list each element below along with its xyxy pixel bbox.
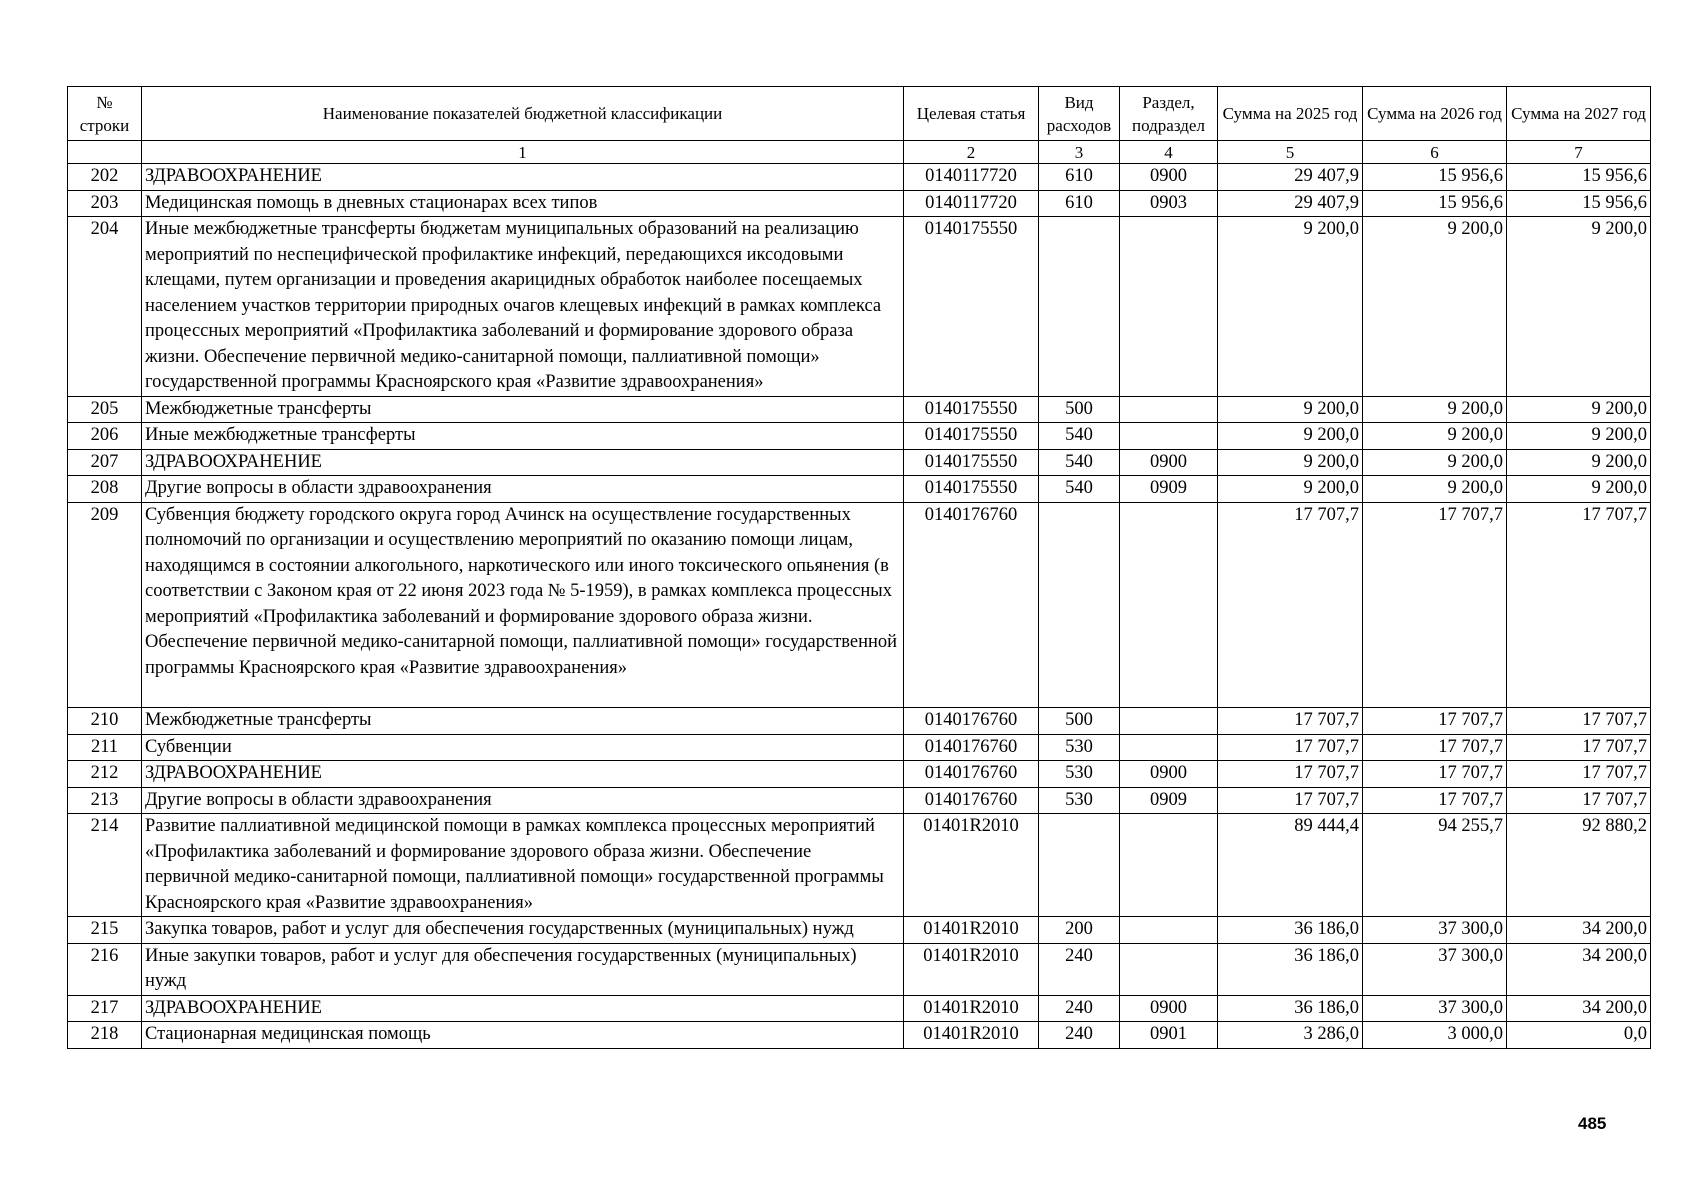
sum-2026-cell: 9 200,0 bbox=[1363, 423, 1507, 450]
table-row bbox=[68, 917, 1651, 944]
sum-2027-cell: 34 200,0 bbox=[1507, 943, 1651, 995]
sum-2027-cell: 15 956,6 bbox=[1507, 190, 1651, 217]
section-cell: 0900 bbox=[1120, 449, 1218, 476]
header-row-number: № строки bbox=[68, 87, 142, 141]
target-article-cell: 0140175550 bbox=[904, 396, 1039, 423]
header-target-article: Целевая статья bbox=[904, 87, 1039, 141]
sum-2025-cell: 36 186,0 bbox=[1218, 917, 1363, 944]
target-article-cell: 01401R2010 bbox=[904, 1022, 1039, 1049]
sum-2027-cell: 34 200,0 bbox=[1507, 995, 1651, 1022]
indicator-name-cell: Межбюджетные трансферты bbox=[142, 708, 904, 735]
row-number-cell: 212 bbox=[68, 761, 142, 788]
sum-2026-cell: 3 000,0 bbox=[1363, 1022, 1507, 1049]
column-number: 5 bbox=[1218, 141, 1363, 164]
table-row bbox=[68, 943, 1651, 995]
column-number: 3 bbox=[1039, 141, 1120, 164]
sum-2025-cell: 9 200,0 bbox=[1218, 217, 1363, 397]
table-header-row bbox=[68, 87, 1651, 141]
table-row bbox=[68, 1022, 1651, 1049]
target-article-cell: 0140176760 bbox=[904, 708, 1039, 735]
expense-type-cell bbox=[1039, 502, 1120, 708]
sum-2026-cell: 9 200,0 bbox=[1363, 217, 1507, 397]
expense-type-cell: 530 bbox=[1039, 787, 1120, 814]
sum-2025-cell: 17 707,7 bbox=[1218, 787, 1363, 814]
row-number-cell: 217 bbox=[68, 995, 142, 1022]
expense-type-cell: 540 bbox=[1039, 423, 1120, 450]
indicator-name-cell: Межбюджетные трансферты bbox=[142, 396, 904, 423]
expense-type-cell: 240 bbox=[1039, 1022, 1120, 1049]
header-sum-2027: Сумма на 2027 год bbox=[1507, 87, 1651, 141]
section-cell bbox=[1120, 502, 1218, 708]
table-row bbox=[68, 787, 1651, 814]
header-indicator-name: Наименование показателей бюджетной классификации bbox=[142, 87, 904, 141]
target-article-cell: 0140176760 bbox=[904, 787, 1039, 814]
table-row bbox=[68, 190, 1651, 217]
sum-2027-cell: 15 956,6 bbox=[1507, 164, 1651, 191]
sum-2027-cell: 9 200,0 bbox=[1507, 396, 1651, 423]
row-number-cell: 211 bbox=[68, 734, 142, 761]
expense-type-cell: 240 bbox=[1039, 995, 1120, 1022]
sum-2026-cell: 37 300,0 bbox=[1363, 995, 1507, 1022]
table-row bbox=[68, 708, 1651, 735]
row-number-cell: 213 bbox=[68, 787, 142, 814]
target-article-cell: 0140175550 bbox=[904, 217, 1039, 397]
target-article-cell: 0140117720 bbox=[904, 190, 1039, 217]
sum-2026-cell: 17 707,7 bbox=[1363, 708, 1507, 735]
expense-type-cell bbox=[1039, 814, 1120, 917]
sum-2025-cell: 9 200,0 bbox=[1218, 476, 1363, 503]
target-article-cell: 01401R2010 bbox=[904, 995, 1039, 1022]
sum-2027-cell: 34 200,0 bbox=[1507, 917, 1651, 944]
target-article-cell: 0140175550 bbox=[904, 423, 1039, 450]
sum-2027-cell: 0,0 bbox=[1507, 1022, 1651, 1049]
sum-2026-cell: 15 956,6 bbox=[1363, 190, 1507, 217]
sum-2026-cell: 9 200,0 bbox=[1363, 396, 1507, 423]
expense-type-cell: 530 bbox=[1039, 761, 1120, 788]
indicator-name-cell: Медицинская помощь в дневных стационарах всех типов bbox=[142, 190, 904, 217]
indicator-name-cell: Иные межбюджетные трансферты bbox=[142, 423, 904, 450]
sum-2027-cell: 9 200,0 bbox=[1507, 217, 1651, 397]
target-article-cell: 0140176760 bbox=[904, 502, 1039, 708]
sum-2026-cell: 17 707,7 bbox=[1363, 787, 1507, 814]
expense-type-cell: 540 bbox=[1039, 449, 1120, 476]
column-number: 1 bbox=[142, 141, 904, 164]
row-number-cell: 208 bbox=[68, 476, 142, 503]
table-row bbox=[68, 476, 1651, 503]
column-number: 7 bbox=[1507, 141, 1651, 164]
table-row bbox=[68, 734, 1651, 761]
sum-2027-cell: 92 880,2 bbox=[1507, 814, 1651, 917]
row-number-cell: 205 bbox=[68, 396, 142, 423]
expense-type-cell: 610 bbox=[1039, 190, 1120, 217]
table-row bbox=[68, 164, 1651, 191]
expense-type-cell bbox=[1039, 217, 1120, 397]
sum-2027-cell: 17 707,7 bbox=[1507, 787, 1651, 814]
section-cell: 0903 bbox=[1120, 190, 1218, 217]
sum-2027-cell: 9 200,0 bbox=[1507, 423, 1651, 450]
indicator-name-cell: ЗДРАВООХРАНЕНИЕ bbox=[142, 761, 904, 788]
row-number-cell: 207 bbox=[68, 449, 142, 476]
column-number-blank bbox=[68, 141, 142, 164]
expense-type-cell: 530 bbox=[1039, 734, 1120, 761]
expense-type-cell: 240 bbox=[1039, 943, 1120, 995]
sum-2025-cell: 29 407,9 bbox=[1218, 164, 1363, 191]
target-article-cell: 01401R2010 bbox=[904, 917, 1039, 944]
table-row bbox=[68, 423, 1651, 450]
sum-2025-cell: 17 707,7 bbox=[1218, 761, 1363, 788]
sum-2027-cell: 9 200,0 bbox=[1507, 449, 1651, 476]
section-cell: 0909 bbox=[1120, 476, 1218, 503]
sum-2027-cell: 17 707,7 bbox=[1507, 761, 1651, 788]
sum-2025-cell: 36 186,0 bbox=[1218, 995, 1363, 1022]
sum-2025-cell: 36 186,0 bbox=[1218, 943, 1363, 995]
sum-2026-cell: 37 300,0 bbox=[1363, 917, 1507, 944]
expense-type-cell: 610 bbox=[1039, 164, 1120, 191]
indicator-name-cell: Развитие паллиативной медицинской помощи в рамках комплекса процессных мероприятий «Профилактика заболеваний и формирование здорового образа жизни. Обеспечение первичной медико-санитарной помощи, паллиативной помощи» государственной программы Красноярского края «Развитие здравоохранения» bbox=[142, 814, 904, 917]
indicator-name-cell: Другие вопросы в области здравоохранения bbox=[142, 787, 904, 814]
target-article-cell: 0140176760 bbox=[904, 761, 1039, 788]
indicator-name-cell: Иные межбюджетные трансферты бюджетам муниципальных образований на реализацию мероприятий по неспецифической профилактике инфекций, передающихся иксодовыми клещами, путем организации и проведения акарицидных обработок наиболее посещаемых населением участков территории природных очагов клещевых инфекций в рамках комплекса процессных мероприятий «Профилактика заболеваний и формирование здорового образа жизни. Обеспечение первичной медико-санитарной помощи, паллиативной помощи» государственной программы Красноярского края «Развитие здравоохранения» bbox=[142, 217, 904, 397]
indicator-name-cell: Другие вопросы в области здравоохранения bbox=[142, 476, 904, 503]
sum-2026-cell: 17 707,7 bbox=[1363, 761, 1507, 788]
section-cell: 0900 bbox=[1120, 761, 1218, 788]
section-cell bbox=[1120, 217, 1218, 397]
row-number-cell: 216 bbox=[68, 943, 142, 995]
header-section: Раздел, подраздел bbox=[1120, 87, 1218, 141]
table-body bbox=[68, 164, 1651, 1049]
sum-2025-cell: 17 707,7 bbox=[1218, 502, 1363, 708]
section-cell bbox=[1120, 423, 1218, 450]
table-row bbox=[68, 814, 1651, 917]
sum-2026-cell: 9 200,0 bbox=[1363, 476, 1507, 503]
row-number-cell: 218 bbox=[68, 1022, 142, 1049]
row-number-cell: 204 bbox=[68, 217, 142, 397]
header-sum-2026: Сумма на 2026 год bbox=[1363, 87, 1507, 141]
column-number: 4 bbox=[1120, 141, 1218, 164]
expense-type-cell: 540 bbox=[1039, 476, 1120, 503]
indicator-name-cell: Закупка товаров, работ и услуг для обеспечения государственных (муниципальных) нужд bbox=[142, 917, 904, 944]
column-number: 6 bbox=[1363, 141, 1507, 164]
section-cell: 0900 bbox=[1120, 164, 1218, 191]
indicator-name-cell: ЗДРАВООХРАНЕНИЕ bbox=[142, 164, 904, 191]
sum-2025-cell: 17 707,7 bbox=[1218, 734, 1363, 761]
page-number: 485 bbox=[1578, 1114, 1607, 1133]
section-cell bbox=[1120, 943, 1218, 995]
row-number-cell: 206 bbox=[68, 423, 142, 450]
sum-2026-cell: 17 707,7 bbox=[1363, 734, 1507, 761]
section-cell bbox=[1120, 814, 1218, 917]
table-row bbox=[68, 396, 1651, 423]
target-article-cell: 01401R2010 bbox=[904, 943, 1039, 995]
sum-2026-cell: 37 300,0 bbox=[1363, 943, 1507, 995]
section-cell bbox=[1120, 917, 1218, 944]
sum-2025-cell: 9 200,0 bbox=[1218, 449, 1363, 476]
table-row bbox=[68, 449, 1651, 476]
sum-2025-cell: 89 444,4 bbox=[1218, 814, 1363, 917]
column-number-row bbox=[68, 141, 1651, 164]
table-row bbox=[68, 502, 1651, 708]
sum-2025-cell: 3 286,0 bbox=[1218, 1022, 1363, 1049]
header-expense-type: Вид расходов bbox=[1039, 87, 1120, 141]
section-cell: 0909 bbox=[1120, 787, 1218, 814]
column-number: 2 bbox=[904, 141, 1039, 164]
row-number-cell: 202 bbox=[68, 164, 142, 191]
section-cell bbox=[1120, 708, 1218, 735]
target-article-cell: 0140176760 bbox=[904, 734, 1039, 761]
sum-2027-cell: 17 707,7 bbox=[1507, 502, 1651, 708]
table-row bbox=[68, 761, 1651, 788]
budget-table bbox=[67, 86, 1651, 1049]
expense-type-cell: 500 bbox=[1039, 708, 1120, 735]
row-number-cell: 214 bbox=[68, 814, 142, 917]
sum-2027-cell: 17 707,7 bbox=[1507, 708, 1651, 735]
sum-2025-cell: 17 707,7 bbox=[1218, 708, 1363, 735]
sum-2026-cell: 17 707,7 bbox=[1363, 502, 1507, 708]
sum-2026-cell: 15 956,6 bbox=[1363, 164, 1507, 191]
row-number-cell: 210 bbox=[68, 708, 142, 735]
sum-2027-cell: 17 707,7 bbox=[1507, 734, 1651, 761]
header-sum-2025: Сумма на 2025 год bbox=[1218, 87, 1363, 141]
indicator-name-cell: Иные закупки товаров, работ и услуг для обеспечения государственных (муниципальных) нужд bbox=[142, 943, 904, 995]
row-number-cell: 215 bbox=[68, 917, 142, 944]
indicator-name-cell: Субвенция бюджету городского округа город Ачинск на осуществление государственных полномочий по организации и осуществлению мероприятий по оказанию помощи лицам, находящимся в состоянии алкогольного, наркотического или иного токсического опьянения (в соответствии с Законом края от 22 июня 2023 года № 5-1959), в рамках комплекса процессных мероприятий «Профилактика заболеваний и формирование здорового образа жизни. Обеспечение первичной медико-санитарной помощи, паллиативной помощи» государственной программы Красноярского края «Развитие здравоохранения» bbox=[142, 502, 904, 708]
indicator-name-cell: ЗДРАВООХРАНЕНИЕ bbox=[142, 995, 904, 1022]
expense-type-cell: 200 bbox=[1039, 917, 1120, 944]
target-article-cell: 0140175550 bbox=[904, 476, 1039, 503]
table-row bbox=[68, 995, 1651, 1022]
indicator-name-cell: ЗДРАВООХРАНЕНИЕ bbox=[142, 449, 904, 476]
target-article-cell: 0140117720 bbox=[904, 164, 1039, 191]
section-cell: 0900 bbox=[1120, 995, 1218, 1022]
sum-2026-cell: 94 255,7 bbox=[1363, 814, 1507, 917]
sum-2025-cell: 29 407,9 bbox=[1218, 190, 1363, 217]
sum-2026-cell: 9 200,0 bbox=[1363, 449, 1507, 476]
indicator-name-cell: Стационарная медицинская помощь bbox=[142, 1022, 904, 1049]
target-article-cell: 01401R2010 bbox=[904, 814, 1039, 917]
section-cell bbox=[1120, 396, 1218, 423]
sum-2025-cell: 9 200,0 bbox=[1218, 396, 1363, 423]
row-number-cell: 209 bbox=[68, 502, 142, 708]
sum-2027-cell: 9 200,0 bbox=[1507, 476, 1651, 503]
indicator-name-cell: Субвенции bbox=[142, 734, 904, 761]
expense-type-cell: 500 bbox=[1039, 396, 1120, 423]
section-cell bbox=[1120, 734, 1218, 761]
row-number-cell: 203 bbox=[68, 190, 142, 217]
table-row bbox=[68, 217, 1651, 397]
sum-2025-cell: 9 200,0 bbox=[1218, 423, 1363, 450]
target-article-cell: 0140175550 bbox=[904, 449, 1039, 476]
section-cell: 0901 bbox=[1120, 1022, 1218, 1049]
